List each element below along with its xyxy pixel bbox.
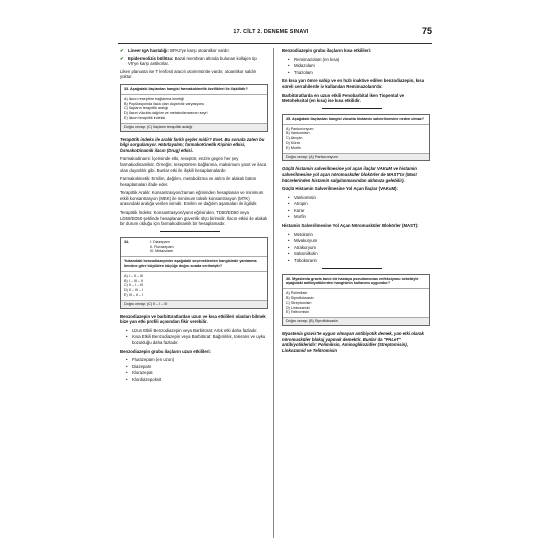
paragraph: Farmakokinetik: Emilim, dağılım, metabolizma ve atılım ile alakalı bütün hesaplamaları ifade eder. bbox=[120, 176, 257, 187]
list-item: • Mivakuryum bbox=[288, 238, 318, 244]
list-item: • Triazolam bbox=[288, 69, 313, 75]
option: E) Telitromisin bbox=[286, 310, 310, 315]
option: A) I – II – III bbox=[124, 273, 144, 278]
item: I. Diazepam bbox=[150, 239, 170, 244]
check-item bbox=[120, 48, 268, 54]
option: B) Vankomisin bbox=[286, 131, 310, 136]
options bbox=[121, 272, 267, 300]
option: B) Popülasyonda ilaca olan duyarlılık varyasyonu bbox=[124, 101, 205, 106]
list-item: • Midazolam bbox=[288, 63, 315, 69]
paragraph: Barbitüratlarda en uzun etkili Fenobarbital iken Tiopental ve Metoheksital (en kısa) ise kısa etkilidir. bbox=[282, 92, 405, 104]
option: E) Morfin bbox=[286, 145, 301, 150]
paragraph: Terapötik indeks ile aralık farklı şeyler midir? Evet. Bu soruda zaten bu bilgi sorgulanıyor. Hatırlayalım; farmakoKinetik Kişinin etkisi, farmakoDinamik ilacın (Drug) etkisi. bbox=[120, 136, 265, 153]
section-title: Histamin Salverilmesine Yol Açan Nöromusküler Blokörler (MAST): bbox=[282, 223, 419, 229]
option: B) Siprofloksasin bbox=[286, 296, 314, 301]
list-item: • Tübokürarin bbox=[288, 258, 317, 264]
question-text: Yukarıdaki benzodiazepinler aşağıdaki seçeneklerden hangisinde yarılanma ömrüne göre büyükten küçüğe doğru sırada verilmiştir? bbox=[121, 257, 267, 272]
list-item: • Klorazepat bbox=[126, 370, 153, 376]
option: E) III – II – I bbox=[124, 293, 144, 298]
list-item: • Süksinilkolin bbox=[288, 251, 318, 257]
list-item: • Flurazepam (en uzun) bbox=[126, 357, 175, 363]
paragraph: Terapötik İndeks: Konsantrasyon/yanıt eğrisinden, TD50/ED50 veya LD50/ED50 şeklinde hesaplanan güvenlik ölçü birimidir. İlacın etkisi ile alakalı bir durum olduğu için farmakodinamik bir hesaplamadır. bbox=[120, 210, 268, 227]
question-36-box bbox=[282, 274, 430, 326]
term: Lineer IgA hastalığı: bbox=[128, 48, 169, 53]
option: D) Linkozamid bbox=[286, 305, 310, 310]
option: C) Atropin bbox=[286, 136, 303, 141]
option: A) Polimiksin bbox=[286, 291, 308, 296]
option: C) İlaçların terapötik aralığı bbox=[124, 106, 169, 111]
list-item: • Kürar bbox=[288, 207, 305, 213]
answer: Doğru cevap: (B) Siprofloksasin bbox=[283, 317, 429, 325]
list-item: • Atropin bbox=[288, 201, 308, 207]
question-text: 35. Aşağıdaki ilaçlardan hangisi vücutta histamin salverilmesine neden olmaz? bbox=[283, 115, 429, 125]
question-number: 34. bbox=[124, 239, 130, 244]
item: II. Flurazepam bbox=[150, 244, 174, 249]
separator bbox=[160, 231, 220, 232]
bullet-item: • Uzun Etkili Benzodiazepin veya Barbitürat: Artık etki daha fazladır. bbox=[126, 327, 258, 333]
check-text: Bazal membran altında bulunan kollajen tip VII'ye karşı antikorlar. bbox=[128, 55, 257, 67]
check-icon: ✔ bbox=[120, 55, 124, 61]
option: C) II – I – III bbox=[124, 283, 144, 288]
list-item: • Remimazolam (en kısa) bbox=[288, 56, 340, 62]
option: D) Kürar bbox=[286, 140, 300, 145]
question-34-box bbox=[120, 237, 268, 309]
section-title: Benzodiazepin grubu ilaçların kısa etkilileri: bbox=[282, 48, 372, 53]
page-title: 17. CİLT 2. DENEME SINAVI bbox=[233, 29, 309, 35]
page-header bbox=[104, 26, 438, 40]
answer: Doğru cevap: (A) Pankuronyum bbox=[283, 153, 429, 161]
list-item: • Vankomisin bbox=[288, 194, 316, 200]
list-item: • Atrakuryum bbox=[288, 244, 316, 250]
header-rule bbox=[118, 43, 432, 44]
paragraph: En kısa yarı ömre sahip ve en hızlı inaktive edilen benzodiazepin, kısa süreli cerrahilerde iv kullanılan Remimazolam'dır. bbox=[282, 78, 425, 89]
check-icon: ✔ bbox=[120, 48, 124, 53]
option: D) İlacın vücutta dağılım ve metabolizmasının seyri bbox=[124, 111, 208, 116]
option: A) Pankuronyum bbox=[286, 126, 314, 131]
answer: Doğru cevap: (C) II – I – III bbox=[121, 300, 267, 308]
left-column bbox=[120, 48, 268, 384]
option: E) İlacın terapötik indeksi bbox=[124, 115, 166, 120]
paragraph: Myastenia gravis'te uygun olmayan antibiyotik demek, yan etki olarak nöromusküler blokaj yapmak demektir. Bunlar da "PALeT" antibiyotikleridir: Polimiksin, Aminoglikozidler (Streptomisin), Linkozamid ve Telitromisin bbox=[282, 331, 424, 353]
question-text: 36. Myastenia gravis tanılı bir hastaya pseudomonas enfeksiyonu sebebiyle aşağıdaki antibiyotiklerden hangisinin kullanımı uygundur? bbox=[283, 275, 429, 290]
list-item: • Morfin bbox=[288, 214, 306, 220]
options bbox=[121, 95, 267, 123]
check-item bbox=[120, 56, 268, 67]
options bbox=[283, 125, 429, 153]
paragraph: Güçlü histamin salverilmesine yol açan ilaçlar VAKuM ve histamin salverilmesine yol açan nöromusküler blokörler de MAST'tır (Mast hücrelerinden histamin salgılanmasından aklımıza gelebilir). bbox=[282, 166, 417, 183]
section-title: Güçlü Histamin Salverilmesine Yol Açan İlaçlar (VAKuM): bbox=[282, 186, 398, 192]
term: Epidermolizis büllöza: bbox=[128, 55, 174, 61]
separator bbox=[322, 108, 382, 109]
item: III. Midazolam bbox=[150, 249, 173, 254]
right-column bbox=[282, 48, 430, 356]
list-item: • Diazepam bbox=[126, 363, 152, 369]
intro-paragraph: Liken planusta ise T lenfosit aracılı otoimmünite vardır, otoantikor saldırı yoktur. bbox=[120, 68, 257, 80]
question-35-box bbox=[282, 114, 430, 162]
list-item: • Klordiazepoksit bbox=[126, 376, 162, 382]
paragraph: Terapötik Aralık: Konsantrasyon/zaman eğrisinden hesaplanan ve minimum etkili konsantrasyon (MEK) ile minimum toksik konsantrasyon (MTK) arasındaki aralığa verilen isimdir. Emilim ve dağılım aşamaları ile ilgilidir. bbox=[120, 190, 264, 207]
list-item: • Metokürin bbox=[288, 231, 313, 237]
page-number: 75 bbox=[421, 26, 432, 36]
answer: Doğru cevap: (C) İlaçların terapötik aralığı bbox=[121, 123, 267, 131]
separator bbox=[322, 268, 382, 269]
roman-list bbox=[147, 238, 177, 256]
options bbox=[283, 289, 429, 317]
bullet-item: • Kısa Etkili Benzodiazepin veya Barbitürat: Bağımlılık, tolerans ve uyku bozukluğu daha fazladır. bbox=[126, 334, 266, 345]
book-page bbox=[104, 18, 438, 540]
option: C) Streptomisin bbox=[286, 300, 312, 305]
paragraph: Benzodiazepin ve barbitüratlardan uzun ve kısa etkilileri olanları bilmek bize yan etki profili açısından fikir verebilir. bbox=[120, 313, 266, 325]
check-text: BPA2'ye karşı otoantikor vardır. bbox=[170, 48, 230, 53]
paragraph: Farmakodinami: İçerisinde etki, reseptör, enzim gegen her şey farmakodinamiktir. Örneğin; reseptörlere bağlanma, maksimum yanıt ve ilaca olan duyarlılık gibi. Bunlar etki ile ilişkili hesaplamalardır. bbox=[120, 156, 267, 173]
option: D) II – III – I bbox=[124, 288, 144, 293]
question-33-box bbox=[120, 84, 268, 132]
option: A) İlacın reseptöre bağlanma kinetiği bbox=[124, 96, 184, 101]
option: B) I – III – II bbox=[124, 278, 144, 283]
section-title: Benzodiazepin grubu ilaçların uzun etkilileri: bbox=[120, 348, 211, 354]
column-divider bbox=[273, 48, 274, 538]
question-text: 33. Aşağıdaki ilaçlardan hangisi farmakokinetik özellikleri ile ilişkilidir? bbox=[121, 85, 267, 95]
